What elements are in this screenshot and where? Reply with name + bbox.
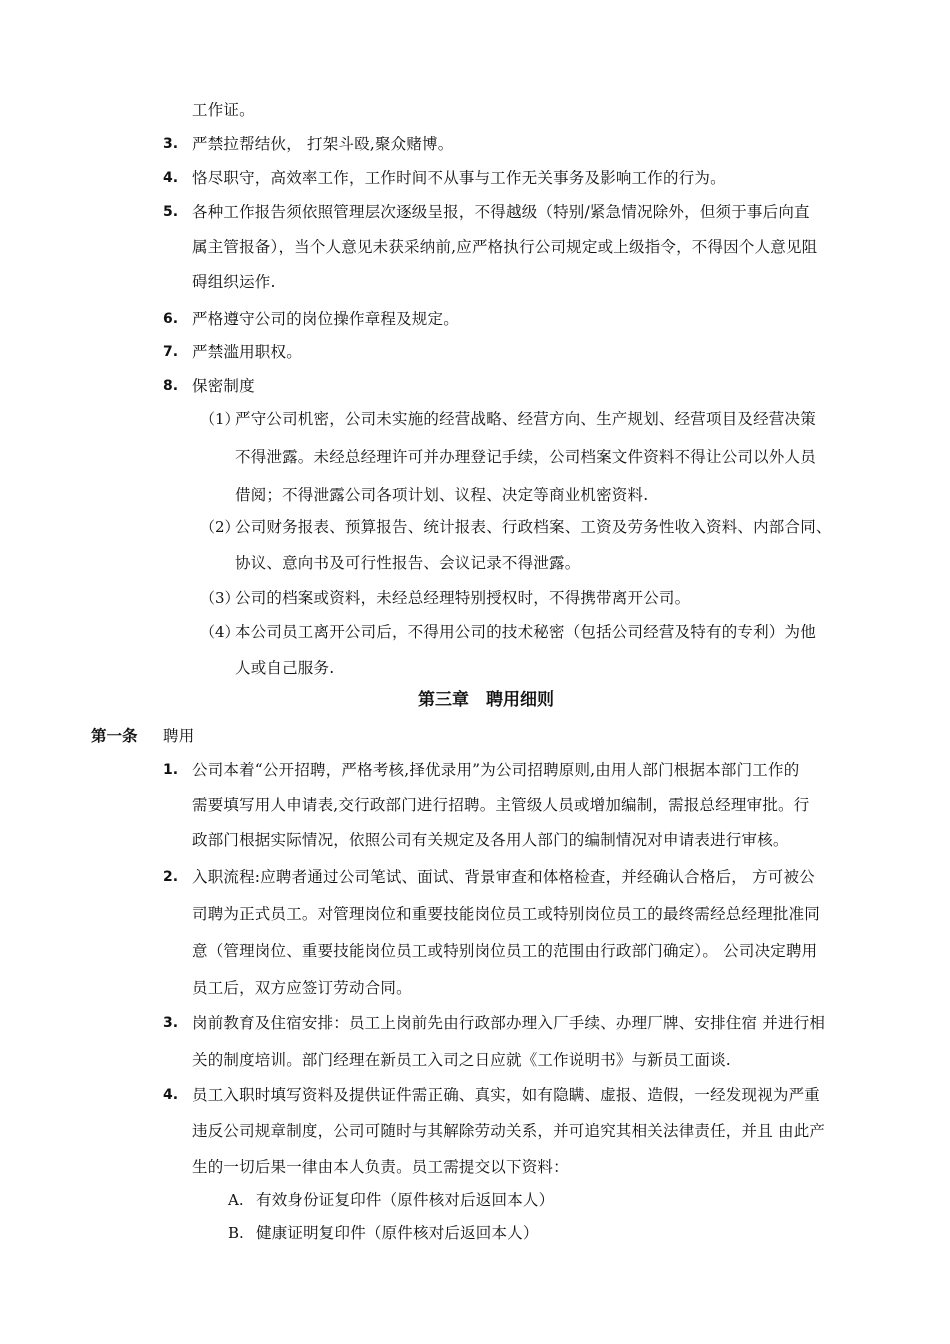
sub-item-marker: （1） bbox=[200, 410, 240, 428]
sub-item-text: 借阅；不得泄露公司各项计划、议程、决定等商业机密资料. bbox=[235, 486, 649, 504]
list-number: 3. bbox=[163, 136, 179, 152]
sub-item-text: 协议、意向书及可行性报告、会议记录不得泄露。 bbox=[235, 554, 581, 572]
list-item-text: 公司本着“公开招聘，严格考核,择优录用”为公司招聘原则,由用人部门根据本部门工作的 bbox=[192, 761, 800, 779]
list-item-text: 意（管理岗位、重要技能岗位员工或特别岗位员工的范围由行政部门确定）。 公司决定聘用 bbox=[192, 942, 818, 960]
list-item-text: 严格遵守公司的岗位操作章程及规定。 bbox=[192, 310, 459, 328]
list-item-text: 生的一切后果一律由本人负责。员工需提交以下资料： bbox=[192, 1158, 569, 1176]
paragraph-line: 工作证。 bbox=[192, 101, 255, 119]
list-item-text: 恪尽职守，高效率工作，工作时间不从事与工作无关事务及影响工作的行为。 bbox=[192, 169, 726, 187]
article-title: 聘用 bbox=[163, 727, 195, 745]
sub-item-text: 人或自己服务. bbox=[235, 659, 335, 677]
list-item-text: 保密制度 bbox=[192, 377, 255, 395]
sub-item-marker: （4） bbox=[200, 623, 240, 641]
list-number: 6. bbox=[163, 311, 179, 327]
list-item-text: 需要填写用人申请表,交行政部门进行招聘。主管级人员或增加编制，需报总经理审批。行 bbox=[192, 796, 810, 814]
sub-item-text: 严守公司机密，公司未实施的经营战略、经营方向、生产规划、经营项目及经营决策 bbox=[235, 410, 816, 428]
article-label: 第一条 bbox=[91, 727, 138, 745]
list-item-text: 入职流程:应聘者通过公司笔试、面试、背景审查和体格检查，并经确认合格后， 方可被公 bbox=[192, 868, 815, 886]
list-item-text: 员工后，双方应签订劳动合同。 bbox=[192, 979, 412, 997]
material-marker: B. bbox=[228, 1224, 244, 1242]
list-number: 7. bbox=[163, 344, 179, 360]
list-item-text: 岗前教育及住宿安排：员工上岗前先由行政部办理入厂手续、办理厂牌、安排住宿 并进行相 bbox=[192, 1014, 826, 1032]
list-number: 1. bbox=[163, 762, 179, 778]
sub-item-text: 本公司员工离开公司后，不得用公司的技术秘密（包括公司经营及特有的专利）为他 bbox=[235, 623, 816, 641]
list-item-text: 各种工作报告须依照管理层次逐级呈报，不得越级（特别/紧急情况除外，但须于事后向直 bbox=[192, 203, 810, 221]
list-number: 8. bbox=[163, 378, 179, 394]
sub-item-marker: （2） bbox=[200, 518, 240, 536]
list-item-text: 严禁滥用职权。 bbox=[192, 343, 302, 361]
list-item-text: 政部门根据实际情况，依照公司有关规定及各用人部门的编制情况对申请表进行审核。 bbox=[192, 831, 789, 849]
list-item-text: 关的制度培训。部门经理在新员工入司之日应就《工作说明书》与新员工面谈. bbox=[192, 1051, 731, 1069]
list-number: 3. bbox=[163, 1015, 179, 1031]
list-item-text: 属主管报备），当个人意见未获采纳前,应严格执行公司规定或上级指令，不得因个人意见阻 bbox=[192, 238, 818, 256]
list-item-text: 司聘为正式员工。对管理岗位和重要技能岗位员工或特别岗位员工的最终需经总经理批准同 bbox=[192, 905, 821, 923]
list-item-text: 员工入职时填写资料及提供证件需正确、真实，如有隐瞒、虚报、造假，一经发现视为严重 bbox=[192, 1086, 821, 1104]
list-number: 2. bbox=[163, 869, 179, 885]
sub-item-text: 不得泄露。未经总经理许可并办理登记手续，公司档案文件资料不得让公司以外人员 bbox=[235, 448, 816, 466]
list-item-text: 违反公司规章制度，公司可随时与其解除劳动关系，并可追究其相关法律责任，并且 由此产 bbox=[192, 1122, 826, 1140]
list-item-text: 碍组织运作. bbox=[192, 273, 276, 291]
sub-item-text: 公司的档案或资料，未经总经理特别授权时，不得携带离开公司。 bbox=[235, 589, 691, 607]
list-number: 4. bbox=[163, 170, 179, 186]
sub-item-marker: （3） bbox=[200, 589, 240, 607]
material-text: 健康证明复印件（原件核对后返回本人） bbox=[256, 1224, 539, 1242]
list-item-text: 严禁拉帮结伙， 打架斗殴,聚众赌博。 bbox=[192, 135, 454, 153]
material-text: 有效身份证复印件（原件核对后返回本人） bbox=[256, 1191, 555, 1209]
material-marker: A. bbox=[228, 1191, 244, 1209]
chapter-title: 第三章 聘用细则 bbox=[418, 690, 554, 710]
sub-item-text: 公司财务报表、预算报告、统计报表、行政档案、工资及劳务性收入资料、内部合同、 bbox=[235, 518, 832, 536]
list-number: 4. bbox=[163, 1087, 179, 1103]
list-number: 5. bbox=[163, 204, 179, 220]
